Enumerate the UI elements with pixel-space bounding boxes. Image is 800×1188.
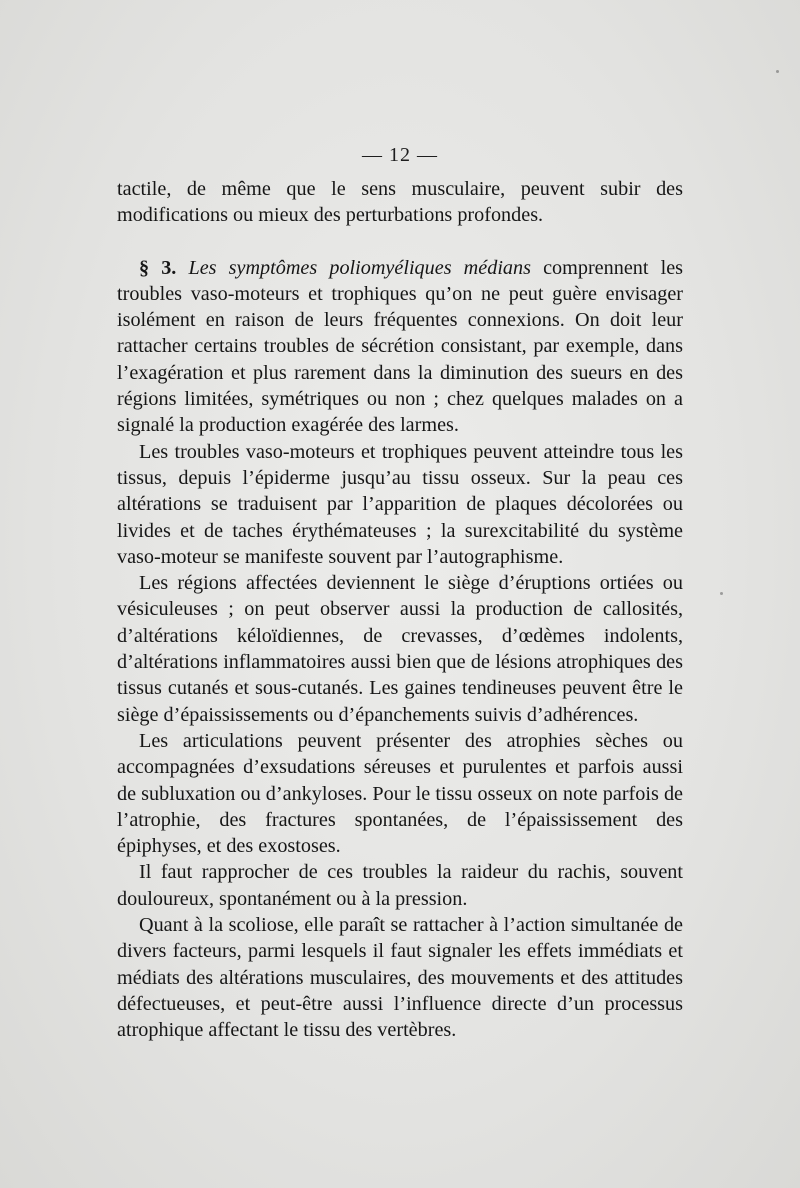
paragraph-section-3 bbox=[117, 255, 683, 439]
paragraph-affected-regions: Les régions affectées deviennent le siège d’éruptions ortiées ou vésiculeuses ; on peut observer aussi la production de callosités, d’altérations kéloïdiennes, de crevasses, d’œdèmes indolents, d’altérations inflammatoires aussi bien que de lésions atrophiques des tissus cutanés et sous-cutanés. Les gaines tendineuses peuvent être le siège d’épaississements ou d’épanchements suivis d’adhérences. bbox=[117, 572, 683, 726]
section-text: comprennent les troubles vaso-moteurs et trophiques qu’on ne peut guère envisager isolément en raison de leurs fréquentes connexions. On doit leur rattacher certains troubles de sécrétion consistant, par exemple, dans l’exagération et plus rarement dans la diminution des sueurs en des régions limitées, symétriques ou non ; chez quelques malades on a signalé la production exagérée des larmes. bbox=[117, 256, 684, 437]
paper-speck bbox=[776, 70, 779, 73]
paragraph-rachis: Il faut rapprocher de ces troubles la raideur du rachis, souvent douloureux, spontanément ou à la pression. bbox=[117, 861, 683, 910]
paragraph-articulations: Les articulations peuvent présenter des atrophies sèches ou accompagnées d’exsudations séreuses et purulentes et parfois aussi de subluxation ou d’ankyloses. Pour le tissu osseux on note parfois de l’atrophie, des fractures spontanées, de l’épaississement des épiphyses, et des exostoses. bbox=[117, 729, 683, 858]
paragraph-scoliose: Quant à la scoliose, elle paraît se rattacher à l’action simultanée de divers facteurs, parmi lesquels il faut signaler les effets immédiats et médiats des altérations musculaires, des mouvements et des attitudes défectueuses, et peut-être aussi l’influence directe d’un processus atrophique affectant le tissu des vertèbres. bbox=[117, 914, 683, 1042]
section-title: Les symptômes poliomyéliques médians bbox=[188, 256, 531, 279]
section-number: § 3. bbox=[139, 256, 177, 279]
paper-speck bbox=[720, 592, 723, 595]
section-spacer bbox=[117, 229, 683, 255]
body-text bbox=[117, 176, 683, 1044]
paragraph-vasomotor: Les troubles vaso-moteurs et trophiques peuvent atteindre tous les tissus, depuis l’épiderme jusqu’au tissu osseux. Sur la peau ces altérations se traduisent par l’apparition de plaques décolorées ou livides et de taches érythémateuses ; la surexcitabilité du système vaso-moteur se manifeste souvent par l’autographisme. bbox=[117, 440, 683, 568]
paragraph-continuation: tactile, de même que le sens musculaire, peuvent subir des modifications ou mieux des perturbations profondes. bbox=[117, 178, 683, 227]
page-number: — 12 — bbox=[362, 144, 438, 166]
